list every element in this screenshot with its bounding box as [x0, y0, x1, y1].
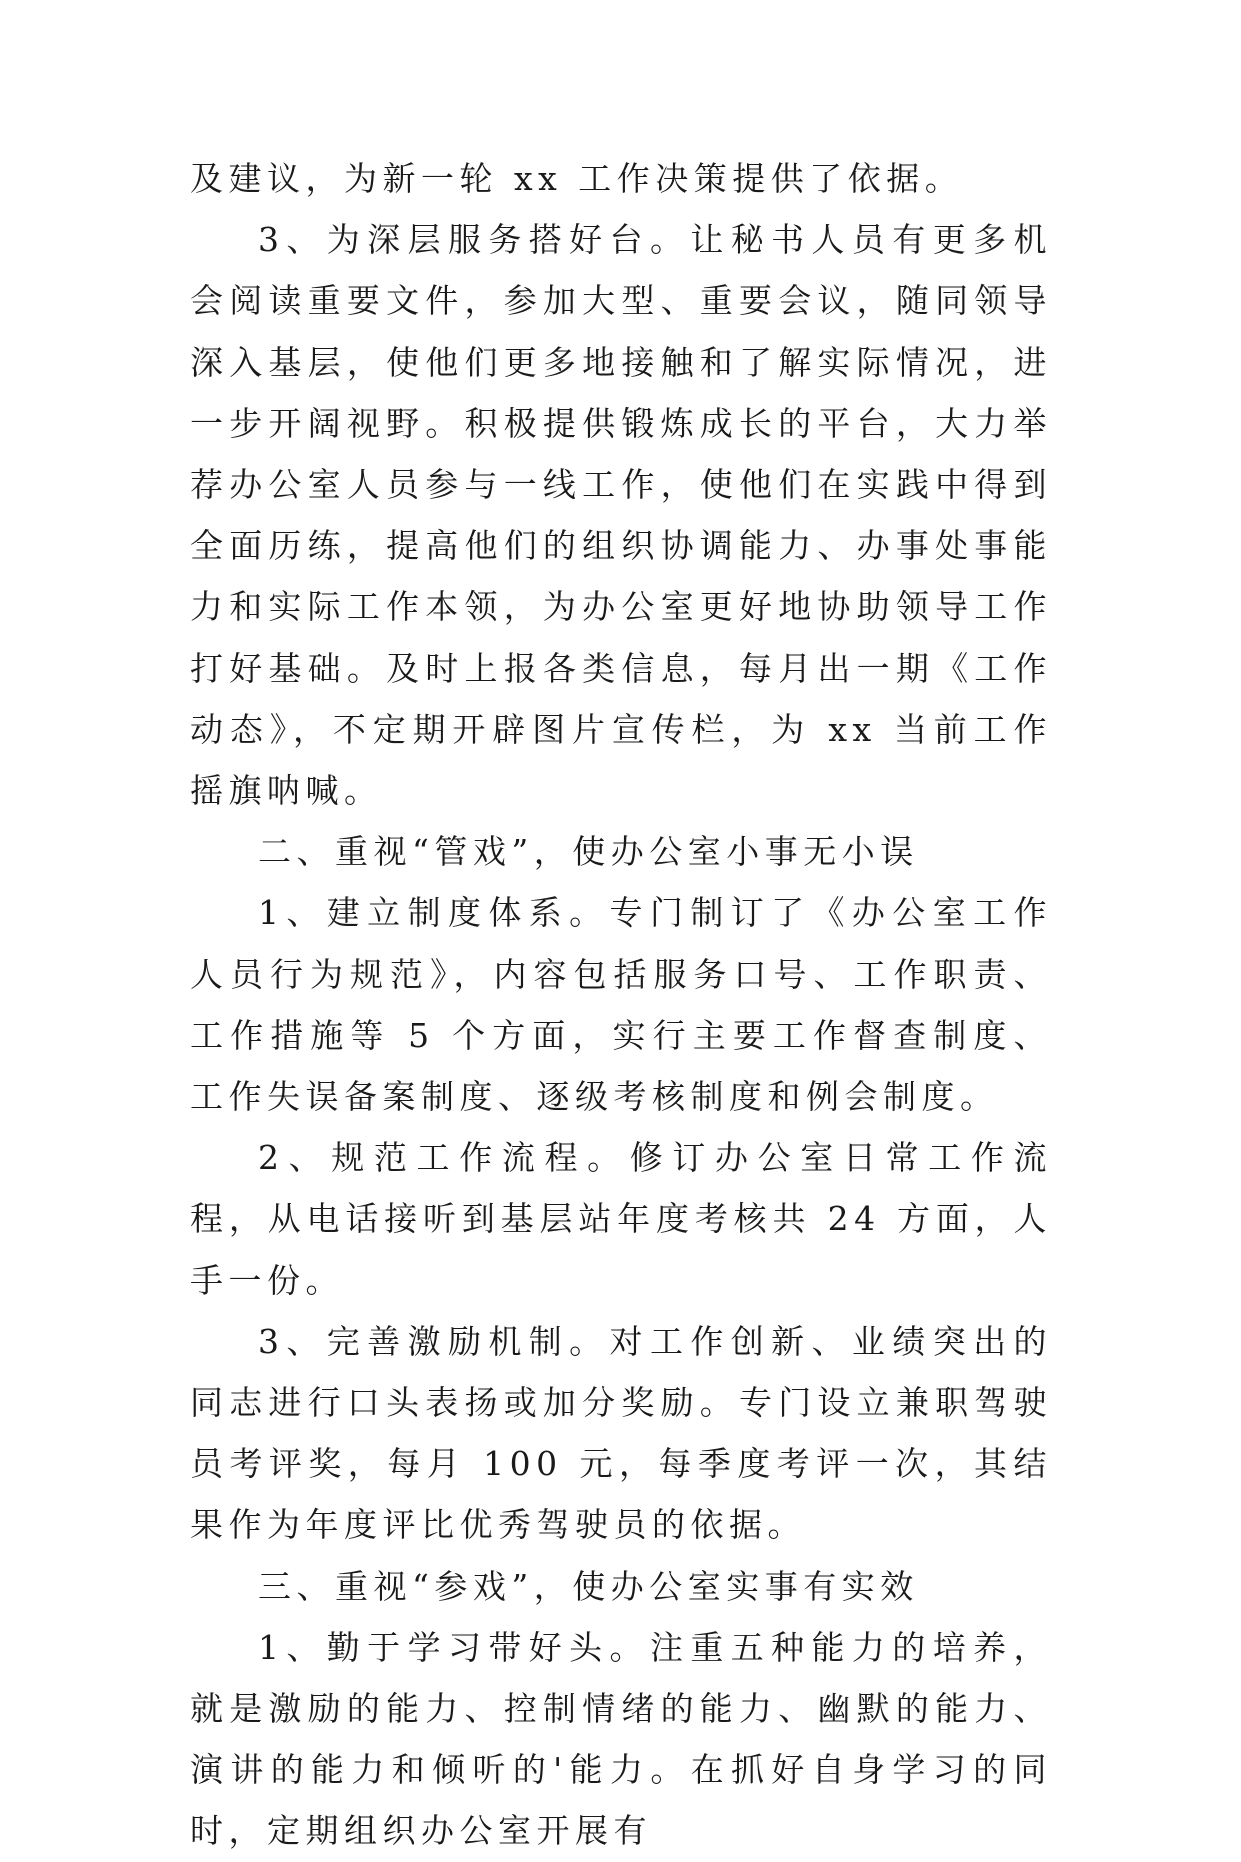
- paragraph-item-2-workflow: 2、规范工作流程。修订办公室日常工作流程，从电话接听到基层站年度考核共 24 方面，人手一份。: [190, 1138, 1052, 1300]
- paragraph-item-1-system: 1、建立制度体系。专门制订了《办公室工作人员行为规范》，内容包括服务口号、工作职责、工作措施等 5 个方面，实行主要工作督查制度、工作失误备案制度、逐级考核制度和例会制度。: [190, 893, 1052, 1117]
- paragraph-continuation: 及建议，为新一轮 xx 工作决策提供了依据。: [190, 159, 964, 198]
- paragraph-item-1-learning: 1、勤于学习带好头。注重五种能力的培养，就是激励的能力、控制情绪的能力、幽默的能力、演讲的能力和倾听的'能力。在抓好自身学习的同时，定期组织办公室开展有: [190, 1627, 1052, 1851]
- paragraph-item-3-service-platform: 3、为深层服务搭好台。让秘书人员有更多机会阅读重要文件，参加大型、重要会议，随同领导深入基层，使他们更多地接触和了解实际情况，进一步开阔视野。积极提供锻炼成长的平台，大力举荐办公室人员参与一线工作，使他们在实践中得到全面历练，提高他们的组织协调能力、办事处事能力和实际工作本领，为办公室更好地协助领导工作打好基础。及时上报各类信息，每月出一期《工作动态》，不定期开辟图片宣传栏，为 xx 当前工作摇旗呐喊。: [190, 220, 1052, 811]
- paragraph-item-3-incentive: 3、完善激励机制。对工作创新、业绩突出的同志进行口头表扬或加分奖励。专门设立兼职驾驶员考评奖，每月 100 元，每季度考评一次，其结果作为年度评比优秀驾驶员的依据。: [190, 1321, 1052, 1545]
- section-heading-3: 三、重视“参戏”，使办公室实事有实效: [258, 1566, 919, 1606]
- document-body: [190, 148, 1052, 1862]
- section-heading-2: 二、重视“管戏”，使办公室小事无小误: [258, 832, 919, 872]
